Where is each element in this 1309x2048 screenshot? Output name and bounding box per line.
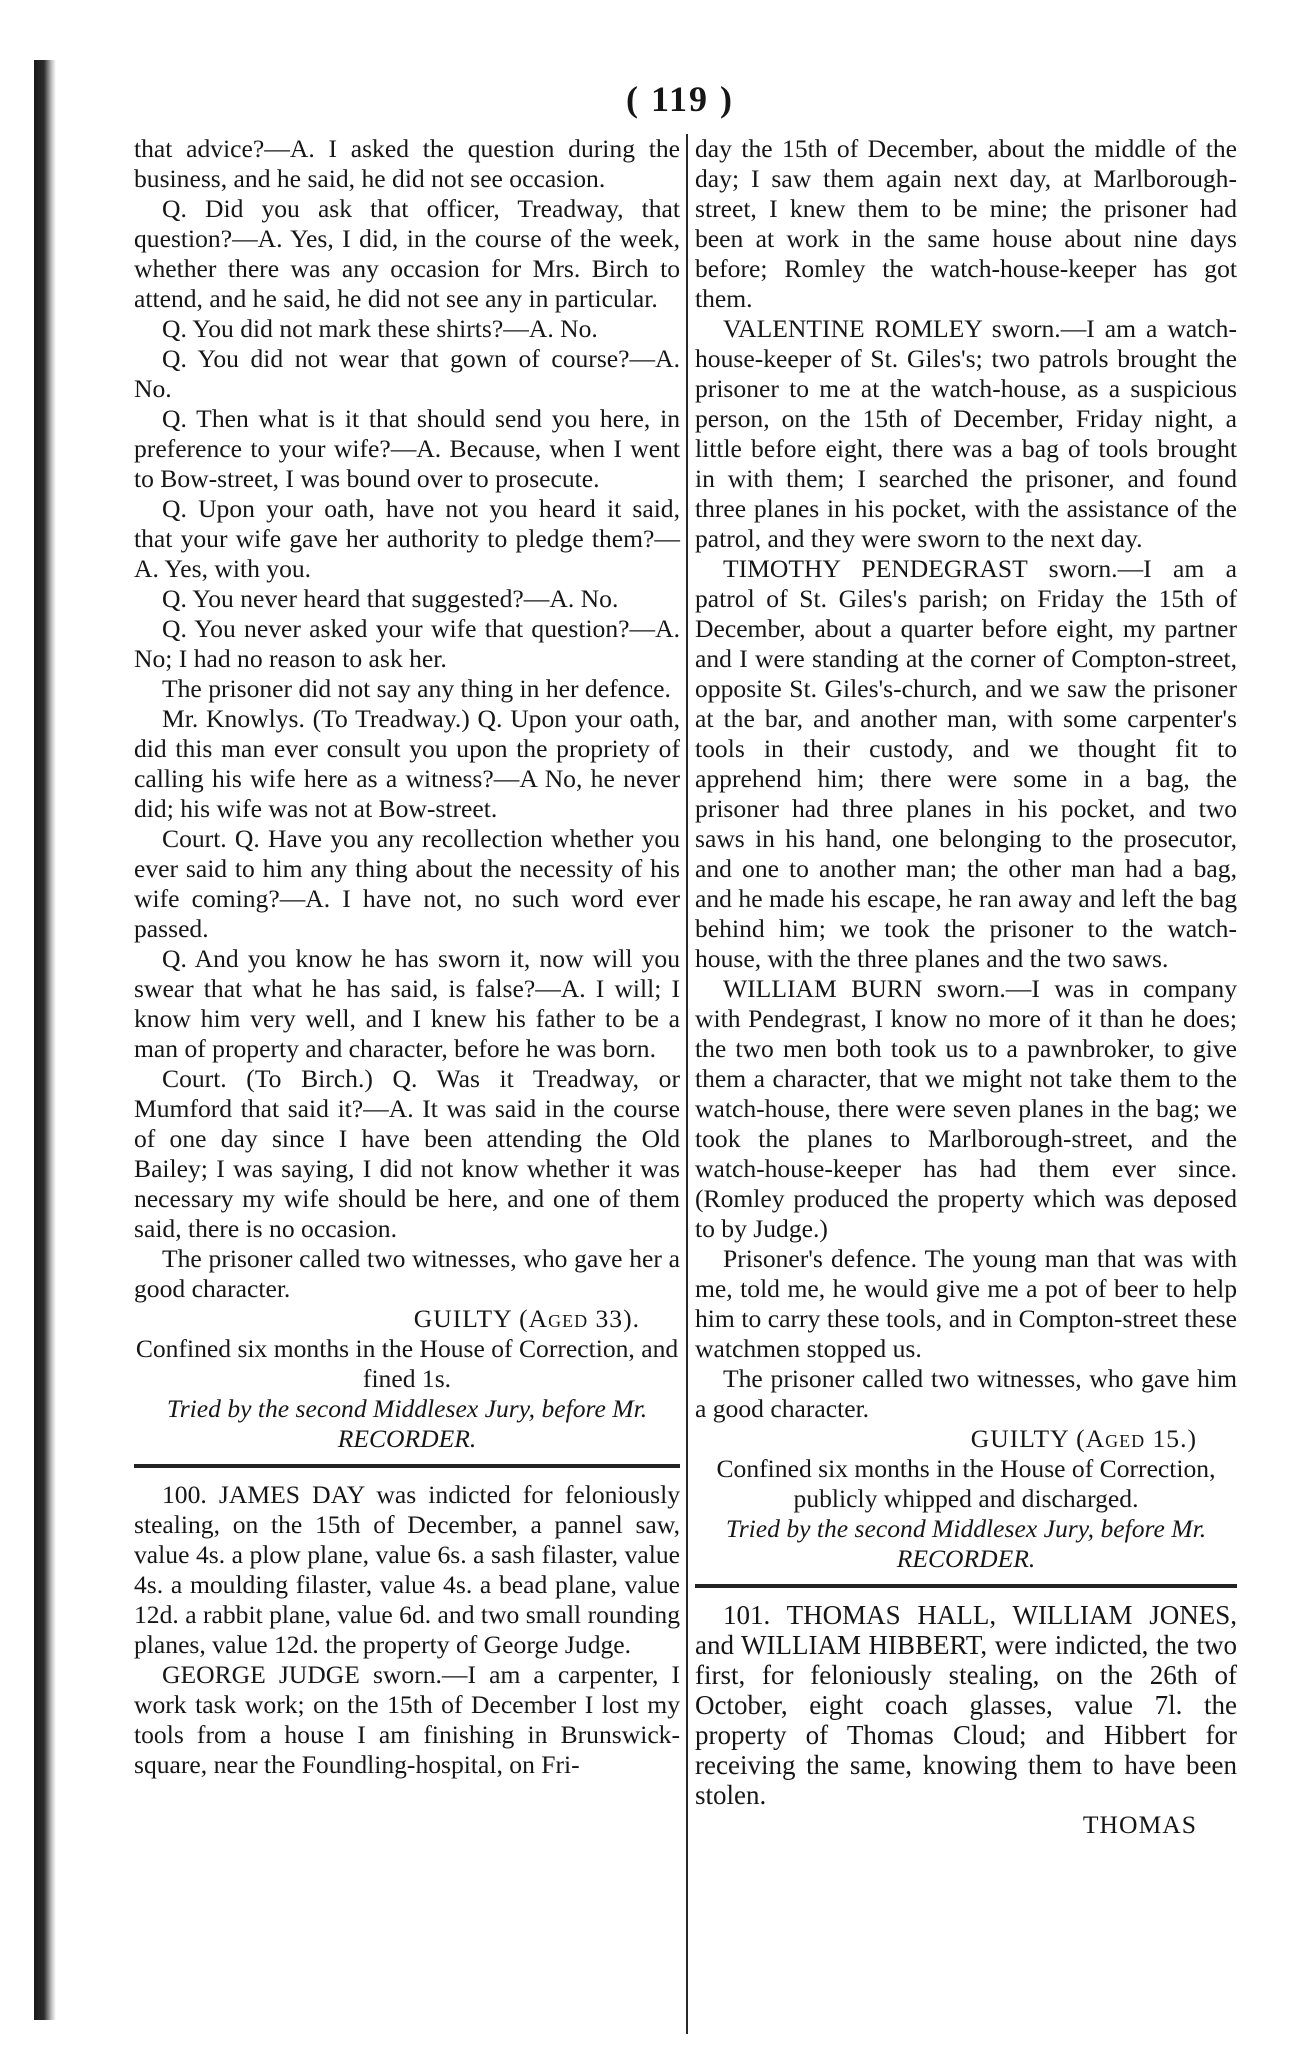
verdict: GUILTY (Aged 15.) <box>970 1424 1197 1453</box>
paragraph: Q. Then what is it that should send you here, in preference to your wife?—A. Because, when I went to Bow-street, I was bound over to prosecute. <box>134 404 680 493</box>
paragraph: The prisoner called two witnesses, who gave him a good character. <box>695 1364 1237 1423</box>
paragraph: Q. And you know he has sworn it, now will you swear that what he has said, is false?—A. I will; I know him very well, and I knew his father to be a man of property and character, before he was born. <box>134 944 680 1063</box>
paragraph: The prisoner did not say any thing in her defence. <box>162 674 671 703</box>
sentence: Confined six months in the House of Correction, and fined 1s. <box>135 1334 679 1393</box>
column-divider <box>686 134 688 2034</box>
indictment: 100. JAMES DAY was indicted for feloniously stealing, on the 15th of December, a pannel saw, value 4s. a plow plane, value 6s. a sash filaster, value 4s. a moulding filaster, value 4s. a bead plane, value 12d. a rabbit plane, value 6d. and two small rounding planes, value 12d. the property of George Judge. <box>134 1480 680 1659</box>
paragraph: Q. You did not wear that gown of course?—A. No. <box>134 344 680 403</box>
paragraph: day the 15th of December, about the middle of the day; I saw them again next day, at Marlborough-street, I knew them to be mine; the prisoner had been at work in the same house about nine days before; Romley the watch-house-keeper has got them. <box>695 134 1237 313</box>
jury-note: Tried by the second Middlesex Jury, before Mr. RECORDER. <box>725 1514 1207 1573</box>
section-divider <box>695 1584 1237 1588</box>
paragraph: Mr. Knowlys. (To Treadway.) Q. Upon your oath, did this man ever consult you upon the propriety of calling his wife here as a witness?—A No, he never did; his wife was not at Bow-street. <box>134 704 680 823</box>
paragraph: VALENTINE ROMLEY sworn.—I am a watch-house-keeper of St. Giles's; two patrols brought the prisoner to me at the watch-house, as a suspicious person, on the 15th of December, Friday night, a little before eight, there was a bag of tools brought in with them; I searched the prisoner, and found three planes in his pocket, with the assistance of the patrol, and they were sworn to the next day. <box>695 314 1237 553</box>
jury-note: Tried by the second Middlesex Jury, before Mr. RECORDER. <box>166 1394 648 1453</box>
paragraph: Q. You never heard that suggested?—A. No. <box>162 584 619 613</box>
page-number: ( 119 ) <box>626 79 734 119</box>
indictment: 101. THOMAS HALL, WILLIAM JONES, and WILLIAM HIBBERT, were indicted, the two first, for feloniously stealing, on the 26th of October, eight coach glasses, value 7l. the property of Thomas Cloud; and Hibbert for receiving the same, knowing them to have been stolen. <box>695 1600 1237 1810</box>
paragraph: Q. You did not mark these shirts?—A. No. <box>162 314 598 343</box>
paragraph: The prisoner called two witnesses, who gave her a good character. <box>134 1244 680 1303</box>
book-spine-shadow <box>34 60 56 2020</box>
paragraph: GEORGE JUDGE sworn.—I am a carpenter, I work task work; on the 15th of December I lost my tools from a house I am finishing in Brunswick-square, near the Foundling-hospital, on Fri- <box>134 1660 680 1779</box>
paragraph: that advice?—A. I asked the question during the business, and he said, he did not see occasion. <box>134 134 680 193</box>
paragraph: Q. Did you ask that officer, Treadway, that question?—A. Yes, I did, in the course of the week, whether there was any occasion for Mrs. Birch to attend, and he said, he did not see any in particular. <box>134 194 680 313</box>
verdict: GUILTY (Aged 33). <box>413 1304 640 1333</box>
paragraph: Q. Upon your oath, have not you heard it said, that your wife gave her authority to pledge them?—A. Yes, with you. <box>134 494 680 583</box>
left-column <box>134 134 680 1780</box>
catchword: THOMAS <box>1082 1810 1197 1839</box>
right-column <box>695 134 1237 1840</box>
paragraph: Prisoner's defence. The young man that was with me, told me, he would give me a pot of beer to help him to carry these tools, and in Compton-street these watchmen stopped us. <box>695 1244 1237 1363</box>
section-divider <box>134 1464 680 1468</box>
paragraph: Q. You never asked your wife that question?—A. No; I had no reason to ask her. <box>134 614 680 673</box>
paragraph: Court. (To Birch.) Q. Was it Treadway, or Mumford that said it?—A. It was said in the course of one day since I have been attending the Old Bailey; I was saying, I did not know whether it was necessary my wife should be here, and one of them said, there is no occasion. <box>134 1064 680 1243</box>
sentence: Confined six months in the House of Correction, publicly whipped and discharged. <box>716 1454 1216 1513</box>
paragraph: TIMOTHY PENDEGRAST sworn.—I am a patrol of St. Giles's parish; on Friday the 15th of December, about a quarter before eight, my partner and I were standing at the corner of Compton-street, opposite St. Giles's-church, and we saw the prisoner at the bar, and another man, with some carpenter's tools in their custody, and we thought fit to apprehend him; there were some in a bag, the prisoner had three planes in his pocket, and two saws in his hand, one belonging to the prosecutor, and one to another man; the other man had a bag, and he made his escape, he ran away and left the bag behind him; we took the prisoner to the watch-house, with the three planes and the two saws. <box>695 554 1237 973</box>
paragraph: WILLIAM BURN sworn.—I was in company with Pendegrast, I know no more of it than he does; the two men both took us to a pawnbroker, to give them a character, that we might not take them to the watch-house, there were seven planes in the bag; we took the planes to Marlborough-street, and the watch-house-keeper has had them ever since. (Romley produced the property which was deposed to by Judge.) <box>695 974 1237 1243</box>
paragraph: Court. Q. Have you any recollection whether you ever said to him any thing about the necessity of his wife coming?—A. I have not, no such word ever passed. <box>134 824 680 943</box>
